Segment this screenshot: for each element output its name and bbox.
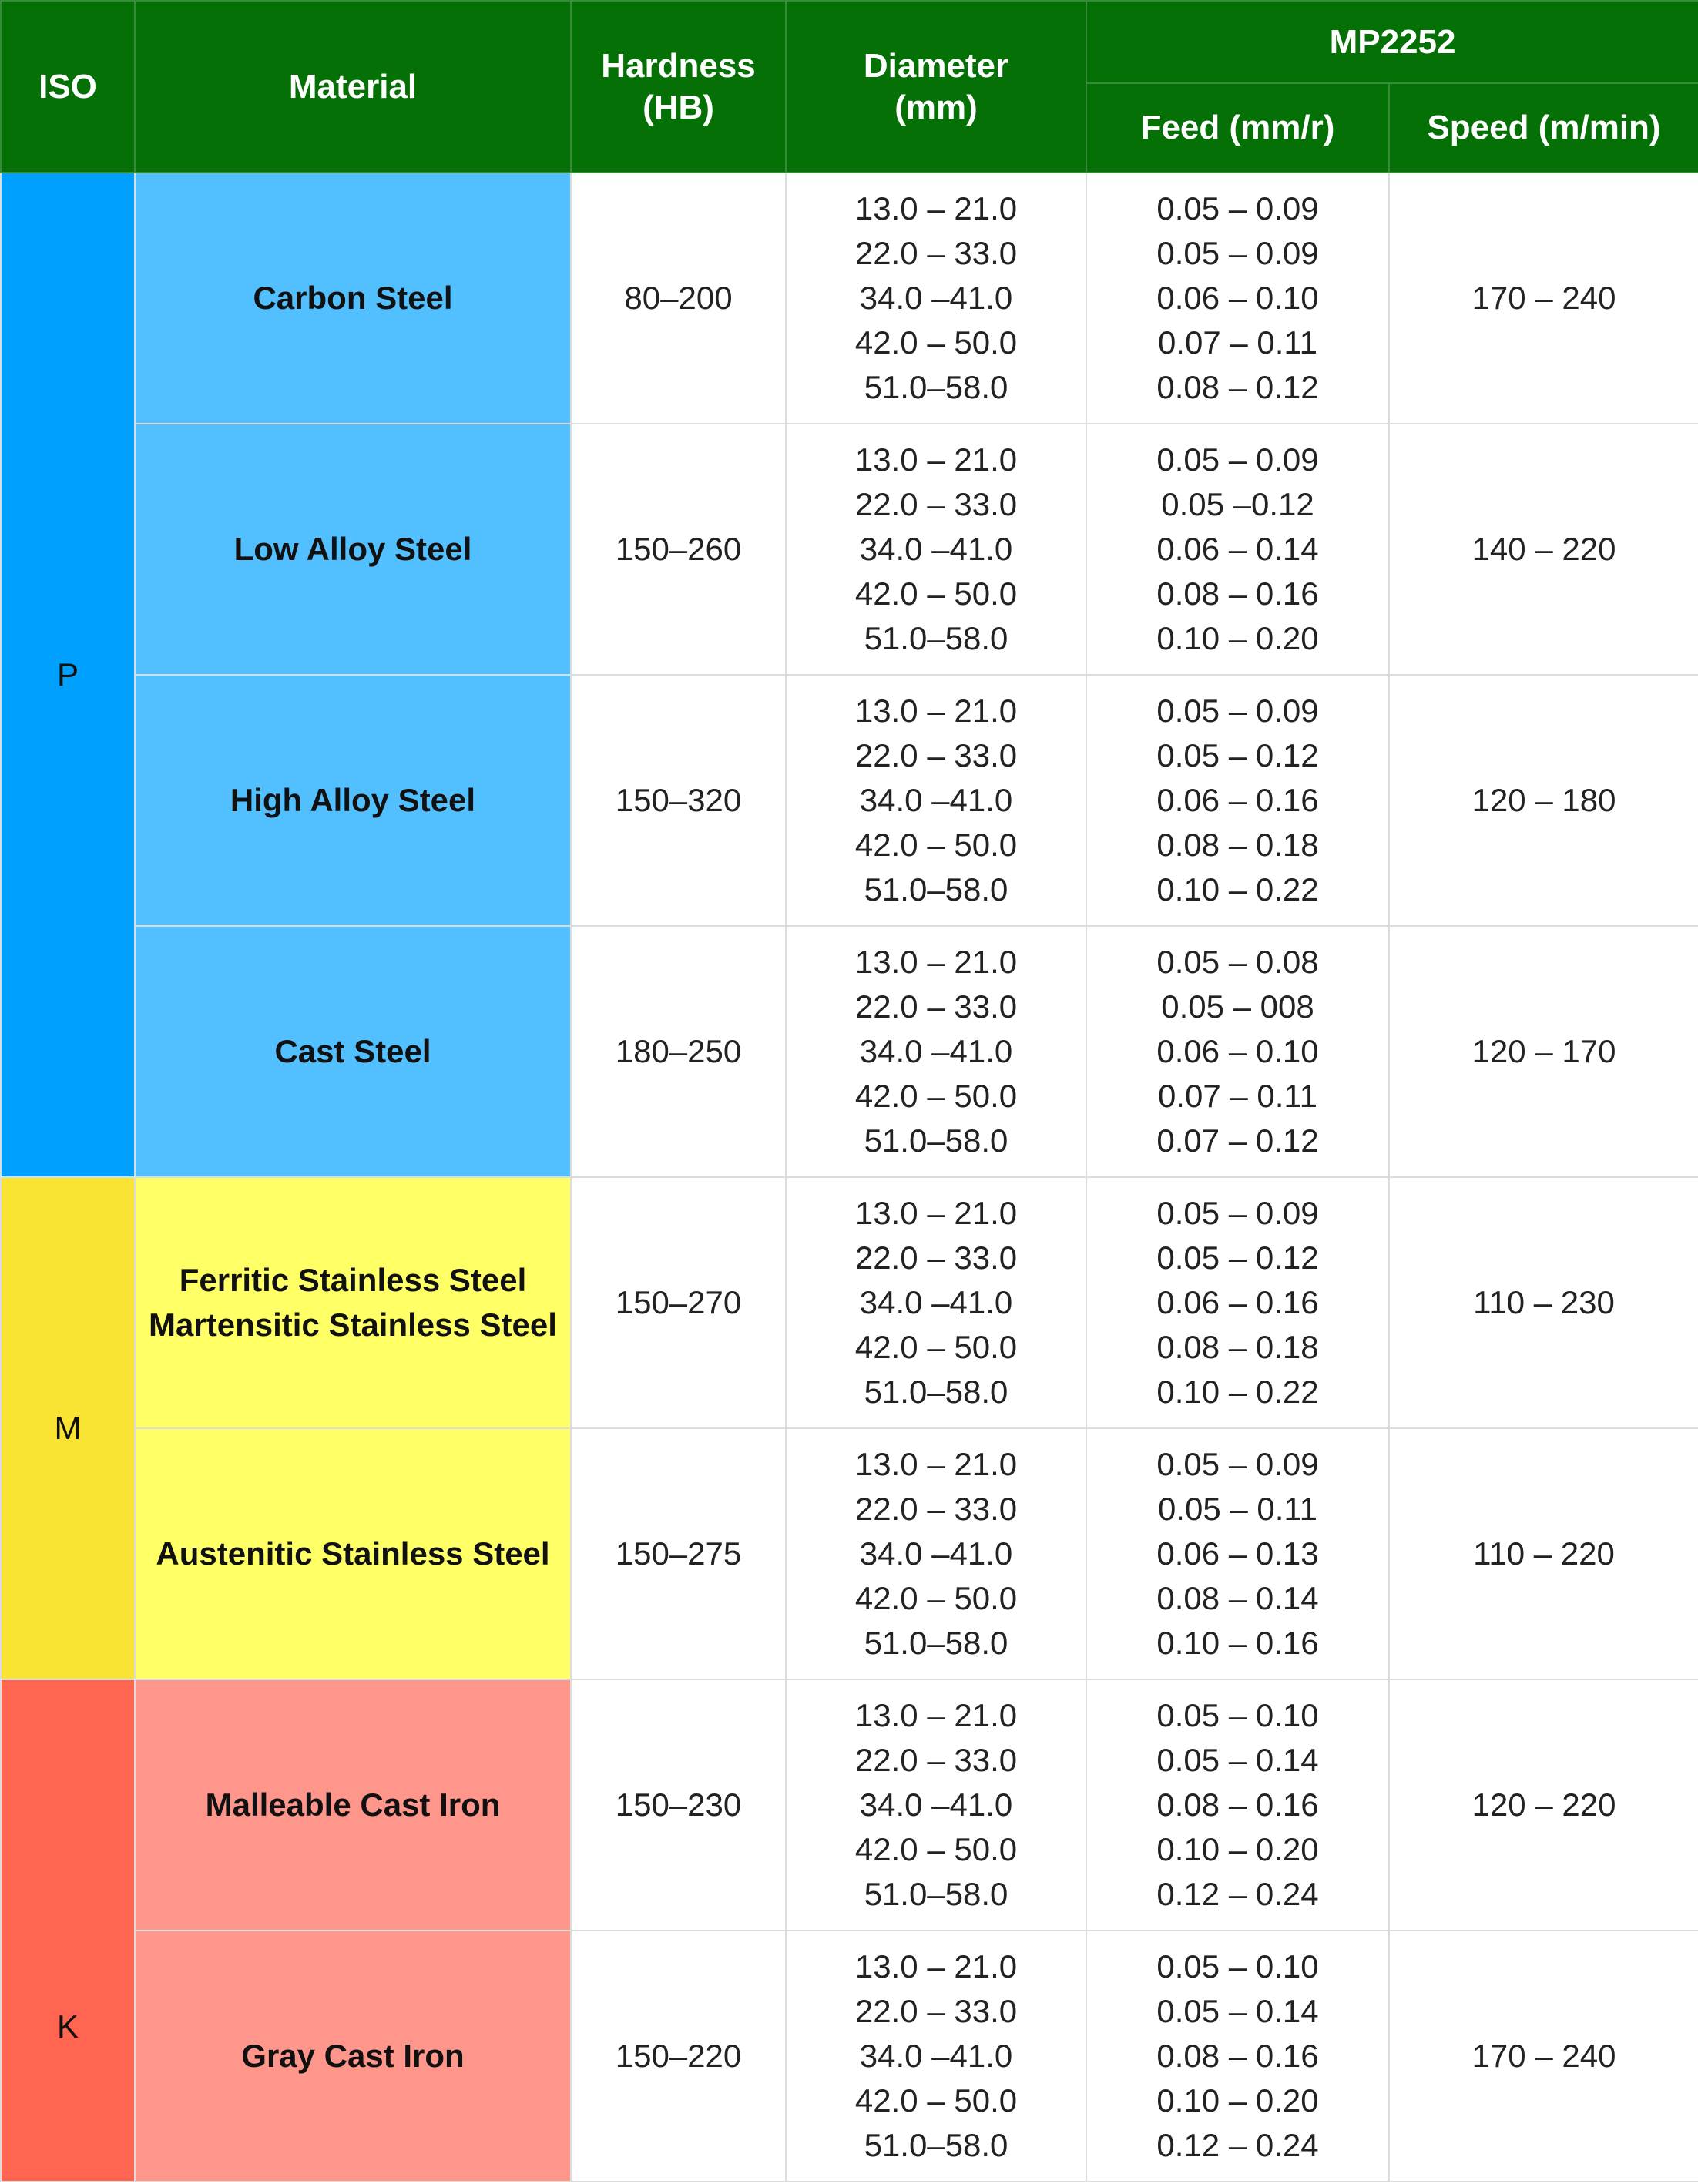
feed-range: 0.07 – 0.11 xyxy=(1157,324,1318,361)
feed-range: 0.08 – 0.12 xyxy=(1156,369,1319,405)
diameter-cell xyxy=(786,173,1086,424)
diameter-range: 34.0 –41.0 xyxy=(859,1786,1013,1823)
hardness-cell: 80–200 xyxy=(571,173,786,424)
diameter-cell xyxy=(786,926,1086,1177)
table-row xyxy=(1,424,1698,675)
diameter-range: 51.0–58.0 xyxy=(864,871,1008,907)
diameter-range: 51.0–58.0 xyxy=(864,1625,1008,1661)
hardness-cell: 150–220 xyxy=(571,1931,786,2182)
feed-range: 0.07 – 0.12 xyxy=(1156,1122,1319,1159)
feed-range: 0.10 – 0.20 xyxy=(1156,620,1319,656)
speed-cell: 120 – 220 xyxy=(1389,1679,1698,1931)
speed-cell: 110 – 220 xyxy=(1389,1428,1698,1679)
feed-range: 0.10 – 0.22 xyxy=(1156,1374,1319,1410)
diameter-range: 13.0 – 21.0 xyxy=(854,441,1018,478)
feed-range: 0.05 – 0.09 xyxy=(1156,1446,1319,1482)
feed-range: 0.05 – 0.09 xyxy=(1156,235,1319,271)
material-name: Martensitic Stainless Steel xyxy=(149,1307,557,1343)
diameter-range: 13.0 – 21.0 xyxy=(854,693,1018,729)
diameter-range: 42.0 – 50.0 xyxy=(854,1831,1018,1867)
feed-cell xyxy=(1086,675,1389,926)
feed-range: 0.08 – 0.14 xyxy=(1156,1580,1319,1616)
diameter-range: 51.0–58.0 xyxy=(864,1876,1008,1912)
table-row xyxy=(1,1931,1698,2182)
diameter-range: 22.0 – 33.0 xyxy=(854,486,1018,522)
iso-group-k xyxy=(1,1679,135,2182)
hardness-cell: 150–230 xyxy=(571,1679,786,1931)
feed-range: 0.10 – 0.20 xyxy=(1156,1831,1319,1867)
header-hardness-line1: Hardness xyxy=(601,46,756,85)
feed-range: 0.06 – 0.16 xyxy=(1156,782,1319,818)
speed-cell: 170 – 240 xyxy=(1389,173,1698,424)
diameter-range: 34.0 –41.0 xyxy=(859,2038,1013,2074)
header-hardness-line2: (HB) xyxy=(643,88,714,126)
table-row xyxy=(1,1177,1698,1428)
table-body xyxy=(1,173,1698,2182)
material-name: Low Alloy Steel xyxy=(233,531,472,567)
feed-range: 0.05 –0.12 xyxy=(1161,486,1314,522)
hardness-cell: 150–260 xyxy=(571,424,786,675)
feed-range: 0.05 – 0.11 xyxy=(1157,1491,1318,1527)
diameter-cell xyxy=(786,1177,1086,1428)
diameter-range: 51.0–58.0 xyxy=(864,2127,1008,2163)
diameter-range: 22.0 – 33.0 xyxy=(854,1491,1018,1527)
speed-cell: 120 – 170 xyxy=(1389,926,1698,1177)
diameter-range: 34.0 –41.0 xyxy=(859,1535,1013,1572)
diameter-range: 34.0 –41.0 xyxy=(859,782,1013,818)
feed-range: 0.05 – 0.12 xyxy=(1156,737,1319,773)
feed-range: 0.10 – 0.22 xyxy=(1156,871,1319,907)
feed-range: 0.07 – 0.11 xyxy=(1157,1078,1318,1114)
feed-range: 0.05 – 0.10 xyxy=(1156,1948,1319,1984)
hardness-cell: 180–250 xyxy=(571,926,786,1177)
material-name: Ferritic Stainless Steel xyxy=(179,1262,527,1298)
diameter-range: 42.0 – 50.0 xyxy=(854,827,1018,863)
material-name: Carbon Steel xyxy=(253,280,453,316)
header-diameter xyxy=(786,1,1086,173)
diameter-range: 13.0 – 21.0 xyxy=(854,944,1018,980)
feed-range: 0.08 – 0.16 xyxy=(1156,2038,1319,2074)
header-hardness xyxy=(571,1,786,173)
diameter-range: 22.0 – 33.0 xyxy=(854,235,1018,271)
diameter-cell xyxy=(786,675,1086,926)
diameter-range: 22.0 – 33.0 xyxy=(854,988,1018,1025)
diameter-range: 51.0–58.0 xyxy=(864,1374,1008,1410)
diameter-cell xyxy=(786,1931,1086,2182)
feed-range: 0.06 – 0.14 xyxy=(1156,531,1319,567)
feed-range: 0.12 – 0.24 xyxy=(1156,1876,1319,1912)
feed-cell xyxy=(1086,1428,1389,1679)
feed-cell xyxy=(1086,1177,1389,1428)
diameter-cell xyxy=(786,424,1086,675)
material-cell xyxy=(135,1931,571,2182)
feed-range: 0.05 – 0.12 xyxy=(1156,1240,1319,1276)
feed-range: 0.08 – 0.16 xyxy=(1156,1786,1319,1823)
material-cell xyxy=(135,1679,571,1931)
feed-range: 0.08 – 0.16 xyxy=(1156,575,1319,612)
diameter-range: 13.0 – 21.0 xyxy=(854,190,1018,226)
feed-cell xyxy=(1086,424,1389,675)
hardness-cell: 150–270 xyxy=(571,1177,786,1428)
feed-range: 0.08 – 0.18 xyxy=(1156,1329,1319,1365)
feed-range: 0.05 – 0.09 xyxy=(1156,190,1319,226)
diameter-range: 13.0 – 21.0 xyxy=(854,1948,1018,1984)
diameter-range: 34.0 –41.0 xyxy=(859,280,1013,316)
feed-range: 0.10 – 0.20 xyxy=(1156,2082,1319,2119)
header-feed: Feed (mm/r) xyxy=(1086,83,1389,173)
material-name: Malleable Cast Iron xyxy=(205,1786,501,1823)
feed-cell xyxy=(1086,173,1389,424)
speed-cell: 170 – 240 xyxy=(1389,1931,1698,2182)
material-cell xyxy=(135,1428,571,1679)
speed-cell: 140 – 220 xyxy=(1389,424,1698,675)
material-name: Austenitic Stainless Steel xyxy=(156,1535,550,1572)
diameter-range: 51.0–58.0 xyxy=(864,1122,1008,1159)
material-name: High Alloy Steel xyxy=(230,782,476,818)
feed-range: 0.05 – 0.09 xyxy=(1156,441,1319,478)
feed-range: 0.05 – 0.14 xyxy=(1156,1742,1319,1778)
feed-range: 0.05 – 0.09 xyxy=(1156,693,1319,729)
table-row xyxy=(1,926,1698,1177)
feed-range: 0.06 – 0.16 xyxy=(1156,1284,1319,1320)
speed-cell: 110 – 230 xyxy=(1389,1177,1698,1428)
diameter-range: 22.0 – 33.0 xyxy=(854,1240,1018,1276)
diameter-range: 51.0–58.0 xyxy=(864,369,1008,405)
table-row xyxy=(1,173,1698,424)
header-iso: ISO xyxy=(1,1,135,173)
diameter-range: 42.0 – 50.0 xyxy=(854,1329,1018,1365)
diameter-range: 22.0 – 33.0 xyxy=(854,1993,1018,2029)
diameter-range: 22.0 – 33.0 xyxy=(854,737,1018,773)
feed-range: 0.06 – 0.10 xyxy=(1156,1033,1319,1069)
material-name: Cast Steel xyxy=(274,1033,431,1069)
feed-range: 0.05 – 0.10 xyxy=(1156,1697,1319,1733)
feed-range: 0.05 – 0.08 xyxy=(1156,944,1319,980)
header-diameter-line1: Diameter xyxy=(863,46,1009,85)
diameter-range: 34.0 –41.0 xyxy=(859,1284,1013,1320)
diameter-range: 42.0 – 50.0 xyxy=(854,1580,1018,1616)
diameter-range: 22.0 – 33.0 xyxy=(854,1742,1018,1778)
feed-range: 0.05 – 008 xyxy=(1161,988,1314,1025)
feed-cell xyxy=(1086,1931,1389,2182)
material-cell xyxy=(135,675,571,926)
feed-cell xyxy=(1086,1679,1389,1931)
header-material: Material xyxy=(135,1,571,173)
diameter-range: 42.0 – 50.0 xyxy=(854,1078,1018,1114)
diameter-range: 13.0 – 21.0 xyxy=(854,1446,1018,1482)
feed-cell xyxy=(1086,926,1389,1177)
diameter-range: 13.0 – 21.0 xyxy=(854,1697,1018,1733)
diameter-range: 42.0 – 50.0 xyxy=(854,575,1018,612)
material-cell xyxy=(135,1177,571,1428)
material-cell xyxy=(135,926,571,1177)
diameter-range: 51.0–58.0 xyxy=(864,620,1008,656)
feed-range: 0.05 – 0.09 xyxy=(1156,1195,1319,1231)
header-speed: Speed (m/min) xyxy=(1389,83,1698,173)
diameter-range: 34.0 –41.0 xyxy=(859,531,1013,567)
table-row xyxy=(1,1428,1698,1679)
diameter-cell xyxy=(786,1679,1086,1931)
feed-range: 0.08 – 0.18 xyxy=(1156,827,1319,863)
feed-range: 0.06 – 0.13 xyxy=(1156,1535,1319,1572)
diameter-range: 42.0 – 50.0 xyxy=(854,2082,1018,2119)
table-row xyxy=(1,675,1698,926)
table-row xyxy=(1,1679,1698,1931)
diameter-range: 13.0 – 21.0 xyxy=(854,1195,1018,1231)
material-cell xyxy=(135,424,571,675)
hardness-cell: 150–320 xyxy=(571,675,786,926)
feed-range: 0.06 – 0.10 xyxy=(1156,280,1319,316)
iso-group-k-label: K xyxy=(56,2008,79,2045)
header-diameter-line2: (mm) xyxy=(894,88,978,126)
feed-range: 0.05 – 0.14 xyxy=(1156,1993,1319,2029)
iso-group-p: P xyxy=(1,173,135,1177)
iso-group-m: M xyxy=(1,1177,135,1679)
feed-range: 0.12 – 0.24 xyxy=(1156,2127,1319,2163)
table-header xyxy=(1,1,1698,173)
diameter-range: 34.0 –41.0 xyxy=(859,1033,1013,1069)
material-cell xyxy=(135,173,571,424)
speed-cell: 120 – 180 xyxy=(1389,675,1698,926)
material-name: Gray Cast Iron xyxy=(241,2038,465,2074)
header-group-mp2252: MP2252 xyxy=(1086,1,1698,83)
diameter-range: 42.0 – 50.0 xyxy=(854,324,1018,361)
diameter-cell xyxy=(786,1428,1086,1679)
feed-range: 0.10 – 0.16 xyxy=(1156,1625,1319,1661)
hardness-cell: 150–275 xyxy=(571,1428,786,1679)
